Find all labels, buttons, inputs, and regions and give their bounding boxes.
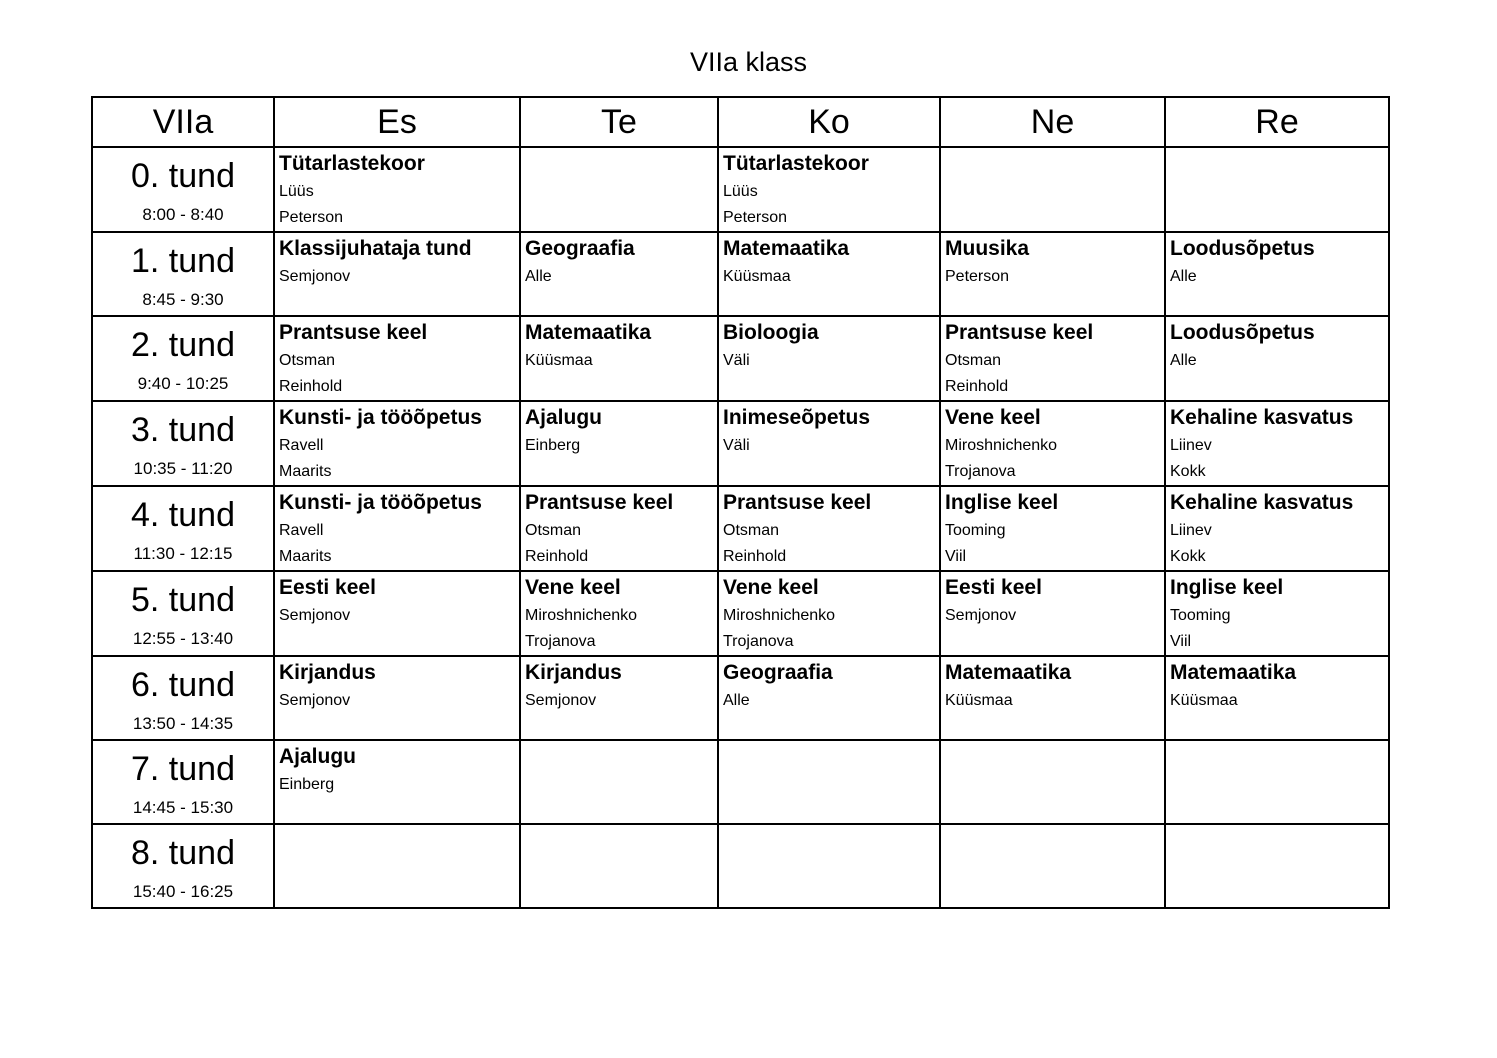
header-day-te: Te (520, 97, 718, 147)
lesson-cell (520, 656, 718, 740)
lesson (941, 317, 1164, 400)
subject-name: Kirjandus (525, 661, 622, 684)
teacher-name: Semjonov (525, 692, 597, 709)
teacher-name: Trojanova (723, 633, 794, 650)
lesson-cell (1165, 232, 1389, 316)
header-day-ne: Ne (940, 97, 1165, 147)
teacher-name: Semjonov (279, 268, 351, 285)
lesson-cell (1165, 571, 1389, 656)
teacher-name: Trojanova (945, 463, 1016, 480)
subject-name: Ajalugu (525, 406, 602, 429)
teacher-name: Peterson (723, 209, 788, 226)
teacher-name: Maarits (279, 548, 332, 565)
header-day-re: Re (1165, 97, 1389, 147)
period-time: 12:55 - 13:40 (132, 629, 234, 648)
lesson-cell (718, 316, 940, 401)
teacher-name: Kokk (1170, 463, 1206, 480)
teacher-name: Lüüs (279, 183, 314, 200)
period-name: 2. tund (131, 326, 235, 364)
teacher-name: Liinev (1170, 522, 1212, 539)
header-day-ko: Ko (718, 97, 940, 147)
teacher-name: Reinhold (525, 548, 589, 565)
teacher-name: Lüüs (723, 183, 758, 200)
subject-name: Ajalugu (279, 745, 356, 768)
header-day-es: Es (274, 97, 520, 147)
teacher-name: Semjonov (279, 607, 351, 624)
lesson (719, 487, 939, 570)
lesson-cell (520, 316, 718, 401)
teacher-name: Kokk (1170, 548, 1206, 565)
lesson (275, 487, 519, 570)
period-cell (92, 486, 274, 571)
teacher-name: Peterson (279, 209, 344, 226)
lesson (719, 825, 939, 826)
lesson-cell (718, 824, 940, 908)
lesson (275, 317, 519, 400)
subject-name: Matemaatika (525, 321, 652, 344)
lesson (275, 233, 519, 290)
lesson (1166, 487, 1388, 570)
lesson-cell (1165, 401, 1389, 486)
table-row (92, 656, 1389, 740)
period-cell (92, 232, 274, 316)
lesson-cell (718, 656, 940, 740)
lesson-cell (520, 232, 718, 316)
teacher-name: Einberg (525, 437, 581, 454)
table-row (92, 401, 1389, 486)
period-time: 10:35 - 11:20 (133, 459, 233, 478)
lesson (521, 825, 717, 826)
teacher-name: Reinhold (279, 378, 343, 395)
lesson (275, 148, 519, 231)
table-row (92, 486, 1389, 571)
lesson (275, 572, 519, 629)
subject-name: Geograafia (525, 237, 635, 260)
lesson-cell (718, 486, 940, 571)
lesson (719, 317, 939, 374)
teacher-name: Reinhold (945, 378, 1009, 395)
subject-name: Prantsuse keel (945, 321, 1094, 344)
teacher-name: Küüsmaa (945, 692, 1013, 709)
lesson (1166, 825, 1388, 826)
teacher-name: Semjonov (279, 692, 351, 709)
subject-name: Kirjandus (279, 661, 376, 684)
lesson-cell (940, 401, 1165, 486)
teacher-name: Semjonov (945, 607, 1017, 624)
lesson (521, 233, 717, 290)
teacher-name: Küüsmaa (525, 352, 593, 369)
lesson (719, 402, 939, 459)
lesson-cell (274, 232, 520, 316)
lesson (941, 741, 1164, 742)
lesson (275, 741, 519, 798)
subject-name: Matemaatika (945, 661, 1072, 684)
period-cell (92, 401, 274, 486)
lesson (719, 233, 939, 290)
period-time: 11:30 - 12:15 (133, 544, 233, 563)
lesson-cell (940, 232, 1165, 316)
lesson-cell (274, 486, 520, 571)
lesson (1166, 657, 1388, 714)
period-name: 0. tund (131, 157, 235, 195)
lesson-cell (718, 147, 940, 232)
teacher-name: Maarits (279, 463, 332, 480)
teacher-name: Miroshnichenko (525, 607, 638, 624)
teacher-name: Alle (723, 692, 750, 709)
period-time: 8:45 - 9:30 (142, 290, 224, 309)
lesson-cell (1165, 486, 1389, 571)
lesson (719, 148, 939, 231)
teacher-name: Otsman (279, 352, 336, 369)
subject-name: Inimeseõpetus (723, 406, 871, 429)
teacher-name: Viil (945, 548, 967, 565)
lesson (719, 741, 939, 742)
teacher-name: Tooming (945, 522, 1006, 539)
lesson (521, 487, 717, 570)
subject-name: Muusika (945, 237, 1030, 260)
lesson (275, 402, 519, 485)
lesson (719, 572, 939, 655)
header-class: VIIa (92, 97, 274, 147)
period-name: 5. tund (131, 581, 235, 619)
period-time: 13:50 - 14:35 (132, 714, 234, 733)
period-name: 1. tund (131, 242, 235, 280)
subject-name: Kunsti- ja tööõpetus (279, 406, 482, 429)
lesson (521, 572, 717, 655)
lesson (1166, 148, 1388, 149)
period-cell (92, 656, 274, 740)
teacher-name: Liinev (1170, 437, 1212, 454)
subject-name: Inglise keel (945, 491, 1059, 514)
subject-name: Kehaline kasvatus (1170, 491, 1354, 514)
subject-name: Eesti keel (945, 576, 1042, 599)
period-name: 8. tund (131, 834, 235, 872)
lesson-cell (940, 147, 1165, 232)
lesson-cell (940, 656, 1165, 740)
lesson-cell (274, 824, 520, 908)
teacher-name: Einberg (279, 776, 335, 793)
period-cell (92, 147, 274, 232)
teacher-name: Otsman (723, 522, 780, 539)
lesson-cell (520, 740, 718, 824)
subject-name: Prantsuse keel (723, 491, 872, 514)
lesson-cell (718, 401, 940, 486)
lesson (941, 148, 1164, 149)
lesson-cell (940, 571, 1165, 656)
table-row (92, 316, 1389, 401)
period-name: 3. tund (131, 411, 235, 449)
period-cell (92, 740, 274, 824)
period-time: 9:40 - 10:25 (137, 374, 229, 393)
teacher-name: Alle (525, 268, 552, 285)
timetable (91, 96, 1390, 909)
lesson-cell (520, 824, 718, 908)
period-time: 15:40 - 16:25 (132, 882, 234, 901)
teacher-name: Tooming (1170, 607, 1231, 624)
lesson-cell (520, 571, 718, 656)
period-cell (92, 571, 274, 656)
subject-name: Klassijuhataja tund (279, 237, 472, 260)
subject-name: Eesti keel (279, 576, 376, 599)
period-name: 4. tund (131, 496, 235, 534)
subject-name: Inglise keel (1170, 576, 1284, 599)
teacher-name: Peterson (945, 268, 1010, 285)
teacher-name: Reinhold (723, 548, 787, 565)
lesson (941, 233, 1164, 290)
teacher-name: Miroshnichenko (723, 607, 836, 624)
page-title: VIIa klass (689, 47, 808, 77)
teacher-name: Küüsmaa (1170, 692, 1238, 709)
lesson (521, 317, 717, 374)
lesson-cell (940, 740, 1165, 824)
lesson-cell (1165, 316, 1389, 401)
table-row (92, 571, 1389, 656)
table-row (92, 740, 1389, 824)
lesson-cell (274, 316, 520, 401)
teacher-name: Miroshnichenko (945, 437, 1058, 454)
table-row (92, 232, 1389, 316)
lesson-cell (940, 824, 1165, 908)
lesson (1166, 572, 1388, 655)
lesson (719, 657, 939, 714)
subject-name: Vene keel (945, 406, 1041, 429)
lesson-cell (1165, 147, 1389, 232)
teacher-name: Otsman (525, 522, 582, 539)
lesson-cell (718, 740, 940, 824)
teacher-name: Alle (1170, 352, 1197, 369)
teacher-name: Väli (723, 437, 750, 454)
lesson-cell (274, 656, 520, 740)
lesson-cell (718, 571, 940, 656)
lesson (941, 657, 1164, 714)
teacher-name: Otsman (945, 352, 1002, 369)
teacher-name: Trojanova (525, 633, 596, 650)
subject-name: Tütarlastekoor (279, 152, 425, 175)
lesson-cell (274, 740, 520, 824)
subject-name: Vene keel (723, 576, 819, 599)
period-time: 14:45 - 15:30 (132, 798, 234, 817)
lesson (521, 402, 717, 459)
teacher-name: Viil (1170, 633, 1192, 650)
lesson-cell (1165, 656, 1389, 740)
period-cell (92, 316, 274, 401)
subject-name: Vene keel (525, 576, 621, 599)
lesson (941, 825, 1164, 826)
subject-name: Loodusõpetus (1170, 321, 1315, 344)
period-cell (92, 824, 274, 908)
subject-name: Matemaatika (1170, 661, 1297, 684)
lesson-cell (940, 486, 1165, 571)
subject-name: Geograafia (723, 661, 833, 684)
subject-name: Kehaline kasvatus (1170, 406, 1354, 429)
subject-name: Loodusõpetus (1170, 237, 1315, 260)
lesson (1166, 741, 1388, 742)
period-time: 8:00 - 8:40 (142, 205, 224, 224)
subject-name: Kunsti- ja tööõpetus (279, 491, 482, 514)
lesson-cell (274, 401, 520, 486)
period-name: 7. tund (131, 750, 235, 788)
lesson-cell (274, 147, 520, 232)
teacher-name: Küüsmaa (723, 268, 791, 285)
lesson (1166, 233, 1388, 290)
header-row (92, 97, 1389, 147)
subject-name: Tütarlastekoor (723, 152, 869, 175)
subject-name: Prantsuse keel (525, 491, 674, 514)
period-name: 6. tund (131, 666, 235, 704)
timetable-body (92, 147, 1389, 908)
lesson (275, 657, 519, 714)
lesson (941, 402, 1164, 485)
lesson (1166, 402, 1388, 485)
lesson-cell (940, 316, 1165, 401)
lesson (521, 657, 717, 714)
lesson-cell (520, 147, 718, 232)
subject-name: Matemaatika (723, 237, 850, 260)
teacher-name: Ravell (279, 522, 324, 539)
table-row (92, 147, 1389, 232)
lesson (941, 572, 1164, 629)
teacher-name: Alle (1170, 268, 1197, 285)
lesson (521, 741, 717, 742)
teacher-name: Väli (723, 352, 750, 369)
subject-name: Prantsuse keel (279, 321, 428, 344)
lesson (521, 148, 717, 149)
table-row (92, 824, 1389, 908)
lesson-cell (1165, 824, 1389, 908)
lesson-cell (1165, 740, 1389, 824)
lesson-cell (520, 401, 718, 486)
teacher-name: Ravell (279, 437, 324, 454)
lesson (941, 487, 1164, 570)
lesson-cell (520, 486, 718, 571)
subject-name: Bioloogia (723, 321, 819, 344)
lesson-cell (718, 232, 940, 316)
lesson (275, 825, 519, 826)
lesson-cell (274, 571, 520, 656)
lesson (1166, 317, 1388, 374)
